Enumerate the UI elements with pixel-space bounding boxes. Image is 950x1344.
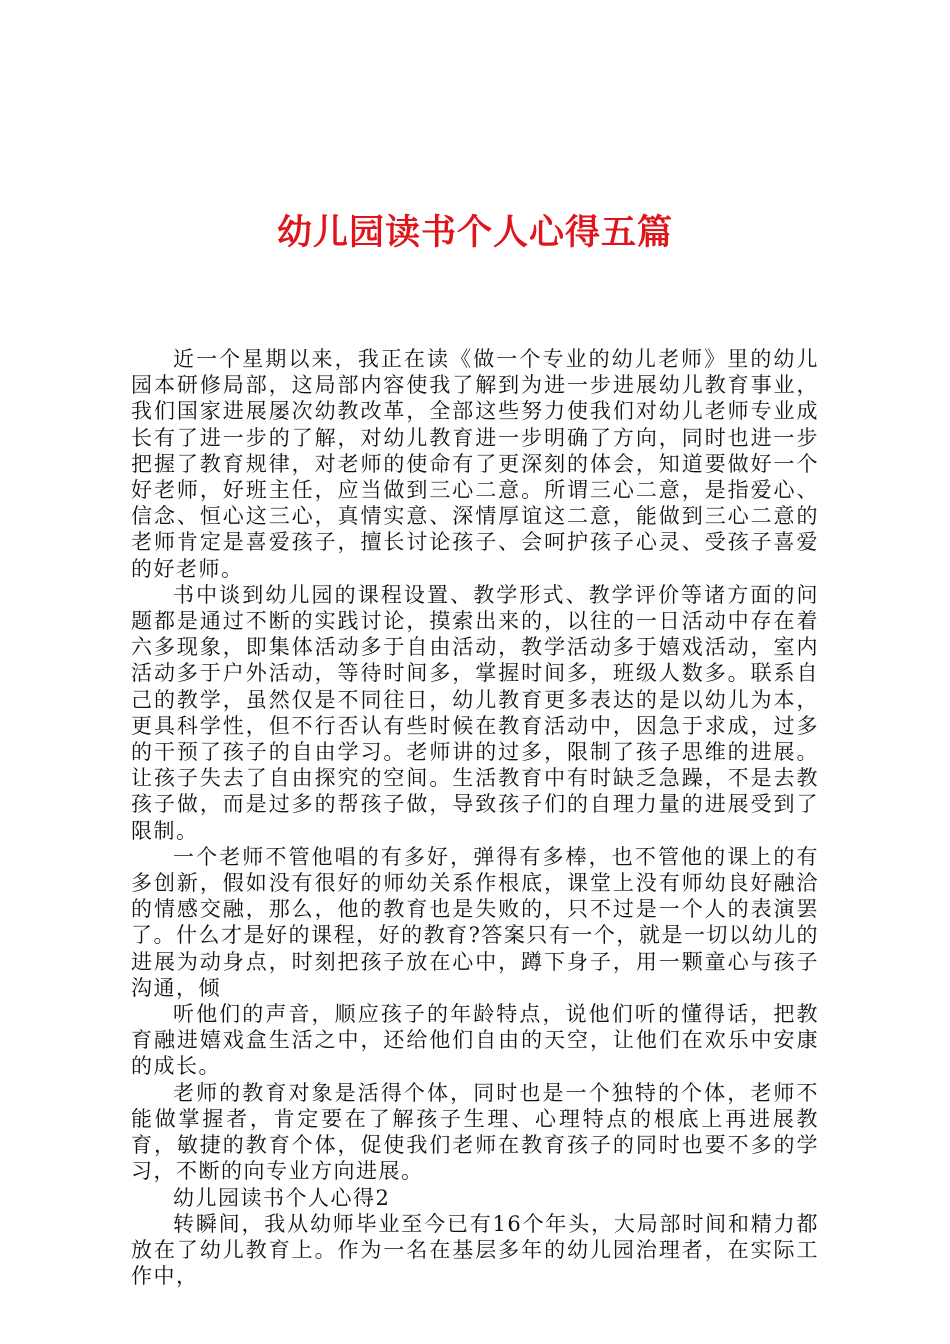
paragraph: 近一个星期以来，我正在读《做一个专业的幼儿老师》里的幼儿园本研修局部，这局部内容使我了解到为进一步进展幼儿教育事业，我们国家进展屡次幼教改革，全部这些努力使我们对幼儿老师专业成长有了进一步的了解，对幼儿教育进一步明确了方向，同时也进一步把握了教育规律，对老师的使命有了更深刻的体会，知道要做好一个好老师，好班主任，应当做到三心二意。所谓三心二意，是指爱心、信念、恒心这三心，真情实意、深情厚谊这二意，能做到三心二意的老师肯定是喜爱孩子，擅长讨论孩子、会呵护孩子心灵、受孩子喜爱的好老师。 — [131, 347, 819, 581]
document-title: 幼儿园读书个人心得五篇 — [276, 212, 673, 253]
paragraph: 老师的教育对象是活得个体，同时也是一个独特的个体，老师不能做掌握者，肯定要在了解孩子生理、心理特点的根底上再进展教育，敏捷的教育个体，促使我们老师在教育孩子的同时也要不多的学习，不断的向专业方向进展。 — [131, 1080, 819, 1184]
paragraph: 听他们的声音，顺应孩子的年龄特点，说他们听的懂得话，把教育融进嬉戏盒生活之中，还给他们自由的天空，让他们在欢乐中安康的成长。 — [131, 1002, 819, 1079]
paragraph: 一个老师不管他唱的有多好，弹得有多棒，也不管他的课上的有多创新，假如没有很好的师幼关系作根底，课堂上没有师幼良好融洽的情感交融，那么，他的教育也是失败的，只不过是一个人的表演罢了。什么才是好的课程，好的教育?答案只有一个，就是一切以幼儿的进展为动身点，时刻把孩子放在心中，蹲下身子，用一颗童心与孩子沟通，倾 — [131, 844, 819, 1000]
section-heading: 幼儿园读书个人心得2 — [173, 1185, 391, 1210]
paragraph: 转瞬间，我从幼师毕业至今已有16个年头，大局部时间和精力都放在了幼儿教育上。作为一名在基层多年的幼儿园治理者，在实际工作中， — [131, 1211, 819, 1289]
paragraph: 书中谈到幼儿园的课程设置、教学形式、教学评价等诸方面的问题都是通过不断的实践讨论，摸索出来的，以往的一日活动中存在着六多现象，即集体活动多于自由活动，教学活动多于嬉戏活动，室内活动多于户外活动，等待时间多，掌握时间多，班级人数多。联系自己的教学，虽然仅是不同往日，幼儿教育更多表达的是以幼儿为本，更具科学性，但不行否认有些时候在教育活动中，因急于求成，过多的干预了孩子的自由学习。老师讲的过多，限制了孩子思维的进展。让孩子失去了自由探究的空间。生活教育中有时缺乏急躁，不是去教孩子做，而是过多的帮孩子做，导致孩子们的自理力量的进展受到了限制。 — [131, 582, 819, 843]
document-body — [131, 346, 819, 1289]
